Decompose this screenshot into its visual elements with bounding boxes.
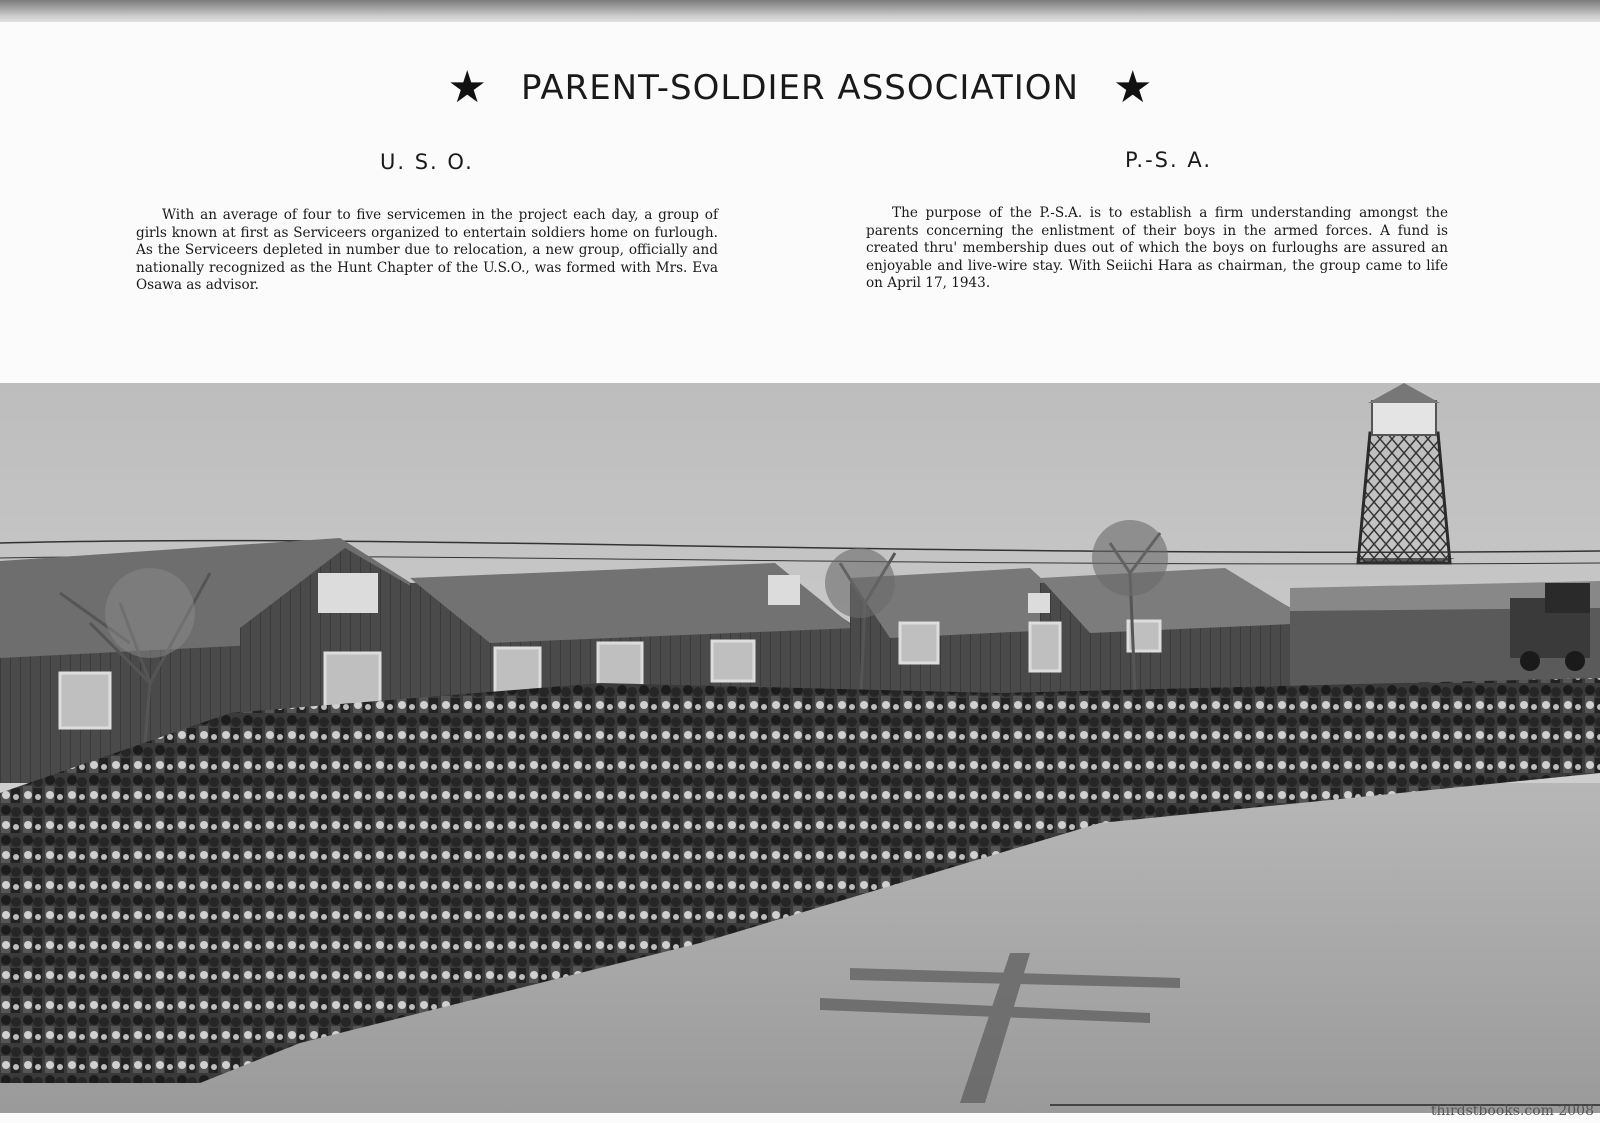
- page-title: PARENT-SOLDIER ASSOCIATION: [520, 68, 1079, 108]
- page-heading: [0, 62, 1600, 113]
- watermark-text: thirdstbooks.com 2008: [1430, 1103, 1594, 1119]
- group-photograph: [0, 383, 1600, 1113]
- star-left-icon: ★: [447, 62, 487, 113]
- psa-body-text: The purpose of the P.-S.A. is to establish a firm understanding amongst the parents concerning the enlistment of their boys in the armed forces. A fund is created thru' membership dues out of which the boys on furloughs are assured an enjoyable and live-wire stay. With Seiichi Hara as chairman, the group came to life on April 17, 1943.: [866, 205, 1448, 291]
- psa-heading: P.-S. A.: [1125, 148, 1212, 172]
- uso-heading: U. S. O.: [380, 150, 474, 174]
- star-right-icon: ★: [1113, 62, 1153, 113]
- uso-body-text: With an average of four to five servicemen in the project each day, a group of girls known at first as Serviceers organized to entertain soldiers home on furlough. As the Serviceers depleted in number due to relocation, a new group, officially and nationally recognized as the Hunt Chapter of the U.S.O., was formed with Mrs. Eva Osawa as advisor.: [136, 207, 718, 293]
